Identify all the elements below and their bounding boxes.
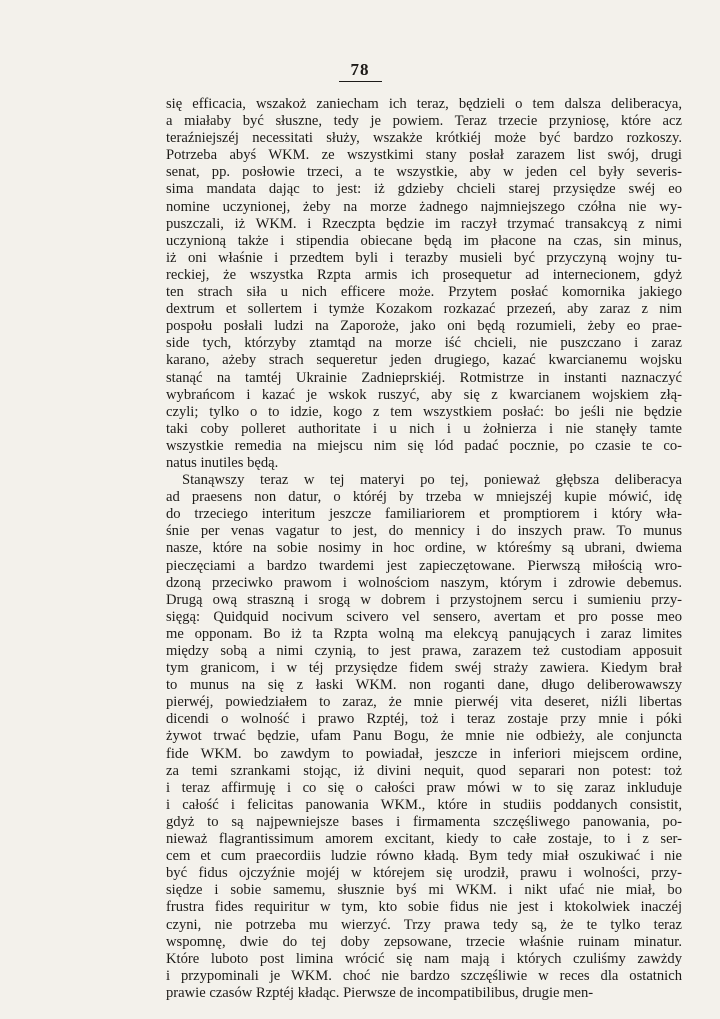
text-line: stanąć na tamtéj Ukrainie Zadnieprskiéj. Rotmistrze in instanti naznaczyć bbox=[166, 369, 682, 386]
text-line: teraźniejszéj necessitati służy, wszakże krótkiéj może być bardzo rozkoszy. bbox=[166, 130, 682, 147]
text-line: wspomnę, dwie do tej doby zepsowane, trzecie właśnie ruinam minatur. bbox=[166, 933, 682, 950]
text-line: Które luboto post limina wrócić się nam mają i których czuliśmy zawżdy bbox=[166, 950, 682, 967]
text-line: sięgą: Quidquid nocivum scivero vel sensero, avertam et pro posse meo bbox=[166, 608, 682, 625]
text-line: dzoną przeciwko prawom i wolnościom naszym, którym i zdrowie debemus. bbox=[166, 574, 682, 591]
text-line: Drugą ową straszną i srogą w dobrem i przystojnem sercu i sumieniu przy- bbox=[166, 591, 682, 608]
text-line: śnie per venas vagatur to jest, do mennicy i do inszych praw. To munus bbox=[166, 523, 682, 540]
text-line: cem et cum praecordiis ludzie równo kładą. Bym tedy miał oszukiwać i nie bbox=[166, 848, 682, 865]
text-line: się efficacia, wszakoż zaniecham ich teraz, będzieli o tem dalsza deliberacya, bbox=[166, 96, 682, 112]
text-line: side tych, którzyby ztamtąd na morze iść chcieli, nie puszczano i zaraz bbox=[166, 335, 682, 352]
text-line: to munus na się z łaski WKM. non roganti dane, długo deliberowawszy bbox=[166, 677, 682, 694]
text-line: prawie czasów Rzptéj kładąc. Pierwsze de incompatibilibus, drugie men- bbox=[166, 984, 594, 1001]
body-text bbox=[166, 96, 682, 1002]
text-line: czyli; tylko o to idzie, kogo z tem wszystkiem posłać: bo jeśli nie będzie bbox=[166, 403, 682, 420]
text-line: pospołu posłali ludzi na Zaporoże, jako oni będą rozumieli, żeby eo prae- bbox=[166, 318, 682, 335]
text-line: pieczęciami a bardzo twardemi jest zapieczętowane. Pierwszą miłością wro- bbox=[166, 557, 682, 574]
text-line: senat, pp. posłowie trzeci, a te wszystkie, aby w jeden cel były severis- bbox=[166, 164, 682, 181]
text-line: ad praesens non datur, o któréj by trzeba w mniejszéj kupie mówić, idę bbox=[166, 489, 682, 506]
text-line: frustra fides requiritur w tym, kto sobie fidus nie jest i ktokolwiek inaczéj bbox=[166, 899, 682, 916]
text-line: i przypominali je WKM. choć nie bardzo szczęśliwie w reces dla ostatnich bbox=[166, 967, 682, 984]
text-line: wszystkie remedia na miejscu nim się lód padać pocznie, po czasie te co- bbox=[166, 437, 682, 454]
text-line: me opponam. Bo iż ta Rzpta wolną ma elekcyą panujących i zaraz limites bbox=[166, 625, 682, 642]
text-line: i teraz affirmuję i co się o całości praw mówi w to się zaraz inkluduje bbox=[166, 779, 682, 796]
text-line: puszczali, iż WKM. i Rzeczpta będzie im raczył trzymać transakcyą z nimi bbox=[166, 215, 682, 232]
text-line: nieważ flagrantissimum amorem excitant, kiedy to całe zostaje, to i z ser- bbox=[166, 831, 682, 848]
text-line: między sobą a nimi czynią, to jest prawa, zarazem też custodiam apposuit bbox=[166, 643, 682, 659]
text-line: reckiej, że wszystka Rzpta armis ich prosequetur ad internecionem, gdyż bbox=[166, 266, 682, 283]
text-line: pierwéj, powiedziałem to zaraz, że mnie pierwéj vita deseret, niźli libertas bbox=[166, 694, 682, 711]
text-line: fide WKM. bo zawdym to powiadał, jeszcze in inferiori miejscem ordine, bbox=[166, 745, 682, 762]
text-line: tym granicom, i w téj przysiędze fidem swéj straży zawiera. Kiedym brał bbox=[166, 660, 682, 677]
text-line: siędze i sobie samemu, słusznie byś mi WKM. i nikt ufać nie miał, bo bbox=[166, 882, 682, 899]
page-header bbox=[0, 60, 720, 82]
text-line: Potrzeba abyś WKM. ze wszystkimi stany posłał zarazem list swój, drugi bbox=[166, 147, 682, 164]
text-line: uczynioną także i stipendia obiecane będą im płacone na czas, sin minus, bbox=[166, 232, 682, 249]
page-number: 78 bbox=[339, 60, 382, 82]
text-line: być fidus ojczyźnie mojéj w którejem się urodził, prawu i wolności, przy- bbox=[166, 865, 682, 882]
text-line: iż oni właśnie i przedtem byli i terazby musieli być przyczyną wojny tu- bbox=[166, 249, 682, 266]
text-line: czyni, nie potrzeba mu wierzyć. Trzy prawa tedy są, że te tylko teraz bbox=[166, 916, 682, 933]
text-line: do trzeciego interitum jeszcze familiariorem et promptiorem i który wła- bbox=[166, 506, 682, 523]
text-line: dextrum et sollertem i tymże Kozakom rozkazać przezeń, aby zaraz z nim bbox=[166, 301, 682, 318]
text-line: a miałaby być słuszne, tedy je powiem. Teraz trzecie przyniosę, które acz bbox=[166, 113, 682, 130]
text-line: wybrańcom i kazać je wskok ruszyć, aby się z kwarcianem wojskiem złą- bbox=[166, 386, 682, 403]
text-line: sima mandata dając to jest: iż gdzieby chcieli starej przysiędze swéj eo bbox=[166, 181, 682, 198]
text-line: nomine uczynionej, żeby na morze żadnego najmniejszego czółna nie wy- bbox=[166, 198, 682, 215]
text-line: ten strach siła u nich efficere może. Przytem posłać komornika jakiego bbox=[166, 284, 682, 301]
text-line: taki coby polleret authoritate i u nich i u żołnierza i nie stanęły tamte bbox=[166, 420, 682, 437]
text-line: za temi szrankami stojąc, iż divini nequit, quod separari non potest: toż bbox=[166, 762, 682, 779]
text-line: nasze, które na sobie nosimy in hoc ordine, w któreśmy są ubrani, dwiema bbox=[166, 540, 682, 557]
text-line: natus inutiles będą. bbox=[166, 454, 279, 471]
text-line: dicendi o wolność i prawo Rzptéj, toż i teraz zostaje przy mnie i póki bbox=[166, 711, 682, 728]
text-line: żywot trwać będzie, ufam Panu Bogu, że mnie nie odbieży, ale conjuncta bbox=[166, 728, 682, 745]
text-line: gdyż to są najpewniejsze bases i firmamenta szczęśliwego panowania, po- bbox=[166, 813, 682, 830]
text-line: i całość i felicitas panowania WKM., które in studiis poddanych consistit, bbox=[166, 796, 682, 813]
paragraph bbox=[166, 472, 682, 1002]
text-line: karano, ażeby strach sequeretur jeden drugiego, kazać kwarcianemu wojsku bbox=[166, 352, 682, 369]
paragraph bbox=[166, 96, 682, 472]
text-line: Stanąwszy teraz w tej materyi po tej, ponieważ głębsza deliberacya bbox=[182, 472, 682, 489]
